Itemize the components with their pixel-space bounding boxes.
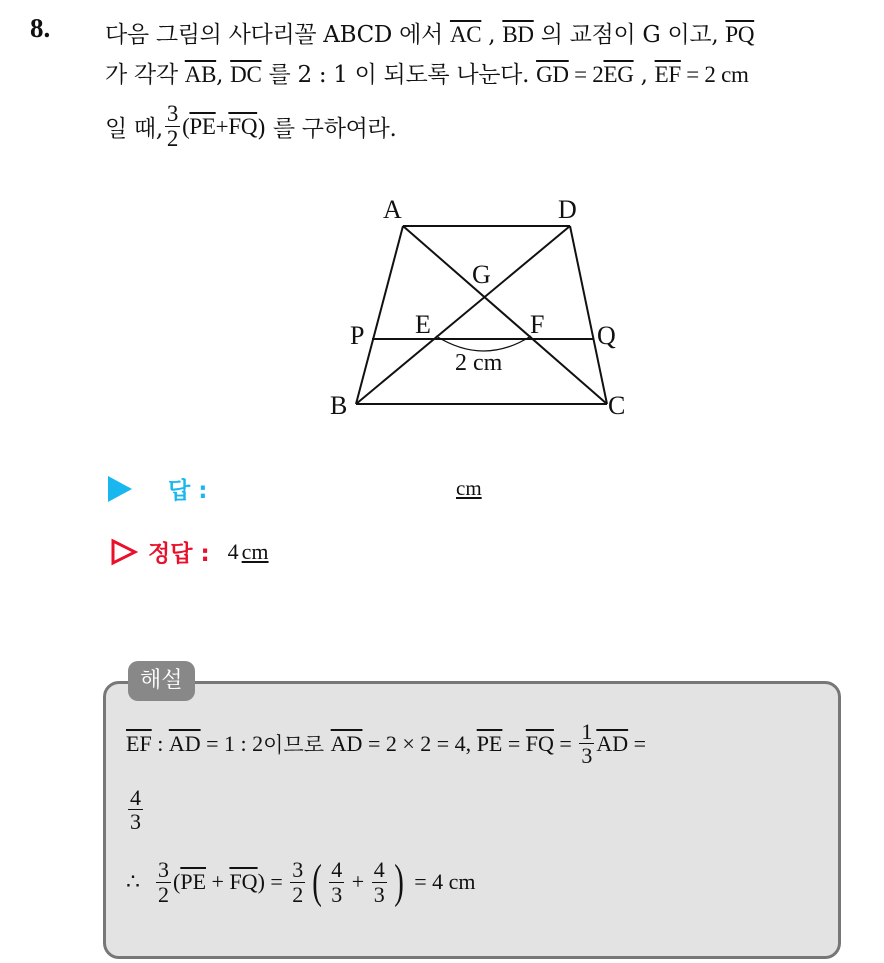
- fraction: [579, 720, 594, 767]
- segment-ac: $\overline{AC}$: [449, 22, 482, 47]
- question-text: = 2 cm: [680, 62, 749, 87]
- segment-ef: $\overline{EF}$: [126, 730, 152, 756]
- question-text: ) 를 구하여라.: [257, 116, 397, 143]
- fraction-denominator: 2: [158, 881, 169, 907]
- fraction-numerator: 1: [581, 719, 593, 744]
- solution-text: ) =: [257, 869, 289, 894]
- fraction: [329, 858, 344, 905]
- segment-ad: $\overline{AD}$: [330, 730, 363, 756]
- segment-ad: $\overline{AD}$: [168, 730, 201, 756]
- play-arrow-icon: [108, 476, 132, 502]
- question-line-2: [105, 56, 749, 89]
- therefore-symbol: ∴: [126, 869, 140, 894]
- solution-text: (: [173, 869, 181, 894]
- answer-key-value: [228, 539, 269, 565]
- fraction: [165, 102, 180, 151]
- solution-text: =: [628, 730, 647, 756]
- fraction-numerator: 3: [158, 857, 169, 883]
- label-p: P: [350, 321, 365, 350]
- label-e: E: [415, 310, 431, 339]
- solution-text: +: [206, 869, 230, 894]
- segment-fq: $\overline{FQ}$: [229, 869, 258, 894]
- segment-pe: $\overline{PE}$: [180, 869, 207, 894]
- segment-fq: $\overline{FQ}$: [525, 730, 554, 756]
- solution-line-3: [126, 855, 476, 908]
- question-text: (: [182, 113, 190, 139]
- fraction-denominator: 3: [331, 881, 343, 907]
- solution-tab: 해설: [128, 661, 195, 701]
- label-d: D: [558, 195, 577, 224]
- fraction: [290, 858, 305, 905]
- solution-text: 이므로: [263, 732, 331, 757]
- solution-text: = 4 cm: [408, 869, 476, 894]
- solution-line-1: [126, 720, 646, 767]
- question-text: ,: [481, 22, 503, 48]
- fraction: [156, 858, 171, 905]
- fraction-numerator: 4: [373, 857, 385, 883]
- segment-fq: $\overline{FQ}$: [228, 113, 258, 139]
- question-line-3: [105, 102, 396, 151]
- solution-text: = 1 : 2: [200, 730, 264, 756]
- fraction-numerator: 3: [166, 101, 179, 126]
- label-g: G: [472, 260, 491, 289]
- left-paren: (: [312, 855, 323, 908]
- fraction-denominator: 3: [130, 809, 141, 835]
- fraction: [372, 858, 387, 905]
- trapezoid-figure: [320, 188, 650, 428]
- question-text: 를 2 : 1 이 되도록 나눈다.: [261, 62, 537, 88]
- label-2cm: 2 cm: [455, 350, 503, 376]
- question-text: = 2: [568, 62, 604, 87]
- solution-text: = 2 × 2 = 4,: [362, 730, 477, 756]
- segment-dc: $\overline{DC}$: [230, 62, 262, 87]
- segment-ab: $\overline{AB}$: [184, 62, 217, 87]
- segment-pe: $\overline{PE}$: [189, 113, 216, 139]
- outline-arrow-icon: [110, 538, 138, 566]
- segment-ef: $\overline{EF}$: [654, 62, 681, 87]
- fraction-denominator: 2: [292, 881, 304, 907]
- fraction-numerator: 4: [331, 857, 343, 883]
- question-text: ,: [216, 62, 231, 88]
- fraction: [128, 786, 143, 833]
- solution-text: =: [502, 730, 526, 756]
- answer-unit[interactable]: cm: [456, 476, 482, 500]
- question-text: ,: [633, 62, 655, 88]
- answer-key-row: [110, 535, 269, 568]
- solution-text: =: [553, 730, 578, 756]
- fraction-numerator: 3: [292, 857, 304, 883]
- question-number: 8.: [30, 13, 51, 43]
- question-line-1: [105, 16, 754, 49]
- label-q: Q: [597, 321, 616, 350]
- right-paren: ): [393, 855, 404, 908]
- answer-key-number: 4: [227, 538, 239, 564]
- label-c: C: [608, 391, 626, 420]
- solution-line-2: [126, 786, 145, 833]
- question-text: 일 때,: [105, 116, 163, 143]
- fraction-denominator: 3: [581, 743, 593, 769]
- fraction-denominator: 3: [373, 881, 385, 907]
- question-text: +: [215, 113, 229, 139]
- fraction-denominator: 2: [166, 126, 179, 152]
- label-a: A: [383, 195, 402, 224]
- answer-label: 답 :: [168, 478, 208, 504]
- segment-pe: $\overline{PE}$: [476, 730, 503, 756]
- answer-row: [108, 472, 207, 505]
- question-text: 다음 그림의 사다리꼴 ABCD 에서: [105, 22, 450, 48]
- label-b: B: [330, 391, 348, 420]
- segment-gd: $\overline{GD}$: [536, 62, 569, 87]
- segment-ad: $\overline{AD}$: [596, 730, 629, 756]
- solution-text: :: [151, 730, 169, 756]
- segment-bd: $\overline{BD}$: [502, 22, 534, 47]
- segment-pq: $\overline{PQ}$: [725, 22, 755, 47]
- fraction-numerator: 4: [130, 785, 141, 810]
- answer-key-unit: cm: [241, 538, 269, 564]
- edge-ab: [356, 226, 403, 404]
- segment-eg: $\overline{EG}$: [603, 62, 634, 87]
- answer-key-label: 정답 :: [148, 541, 210, 567]
- solution-text: +: [346, 869, 370, 894]
- question-text: 가 각각: [105, 62, 185, 88]
- question-text: 의 교점이 G 이고,: [533, 22, 726, 48]
- label-f: F: [530, 310, 545, 339]
